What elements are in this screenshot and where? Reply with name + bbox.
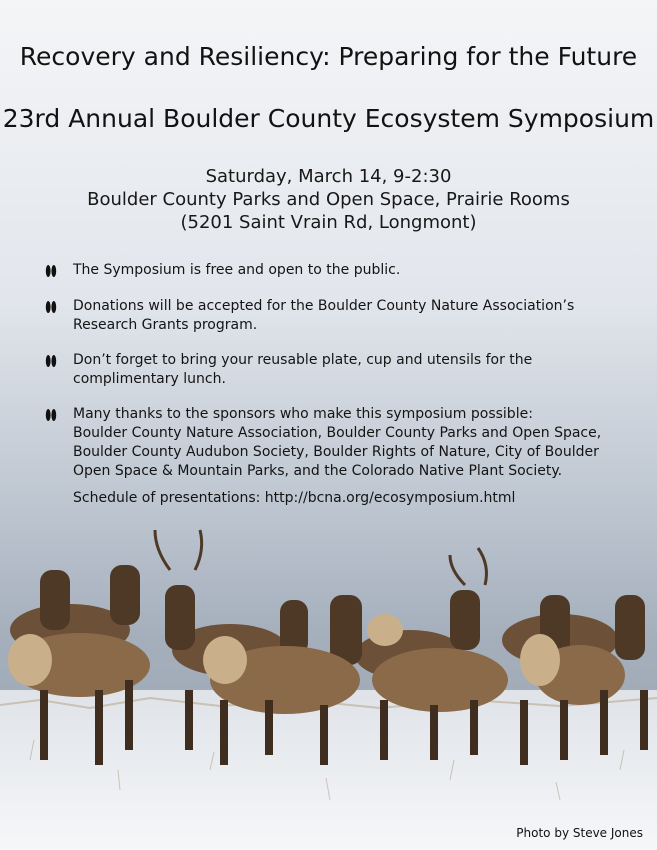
event-venue: Boulder County Parks and Open Space, Prairie Rooms (87, 189, 570, 210)
bullet-text: Don’t forget to bring your reusable plate, cup and utensils for the complimentary lunch. (73, 352, 533, 387)
hoofprint-icon (45, 353, 57, 368)
bullet-text: The Symposium is free and open to the public. (73, 262, 401, 278)
bullet-item (73, 261, 638, 280)
event-subtitle: 23rd Annual Boulder County Ecosystem Symposium (2, 104, 655, 133)
schedule-link[interactable]: Schedule of presentations: http://bcna.org/ecosymposium.html (73, 490, 516, 506)
event-date-time: Saturday, March 14, 9-2:30 (205, 166, 452, 187)
photo-credit: Photo by Steve Jones (516, 826, 643, 840)
event-title: Recovery and Resiliency: Preparing for the Future (19, 42, 638, 71)
bullet-item (73, 405, 638, 481)
sponsor-list: Boulder County Nature Association, Boulder County Parks and Open Space, Boulder County Audubon Society, Boulder Rights of Nature, City of Boulder Open Space & Mountain Parks, and the Colorado Native Plant Society. (73, 425, 602, 479)
hoofprint-icon (45, 299, 57, 314)
event-address: (5201 Saint Vrain Rd, Longmont) (180, 212, 477, 233)
hoofprint-icon (45, 407, 57, 422)
bullet-text: Many thanks to the sponsors who make this symposium possible: (73, 406, 533, 422)
bullet-item (73, 297, 638, 335)
hoofprint-icon (45, 263, 57, 278)
bullet-text: Donations will be accepted for the Boulder County Nature Association’s Research Grants program. (73, 298, 575, 333)
bullet-item (73, 351, 638, 389)
